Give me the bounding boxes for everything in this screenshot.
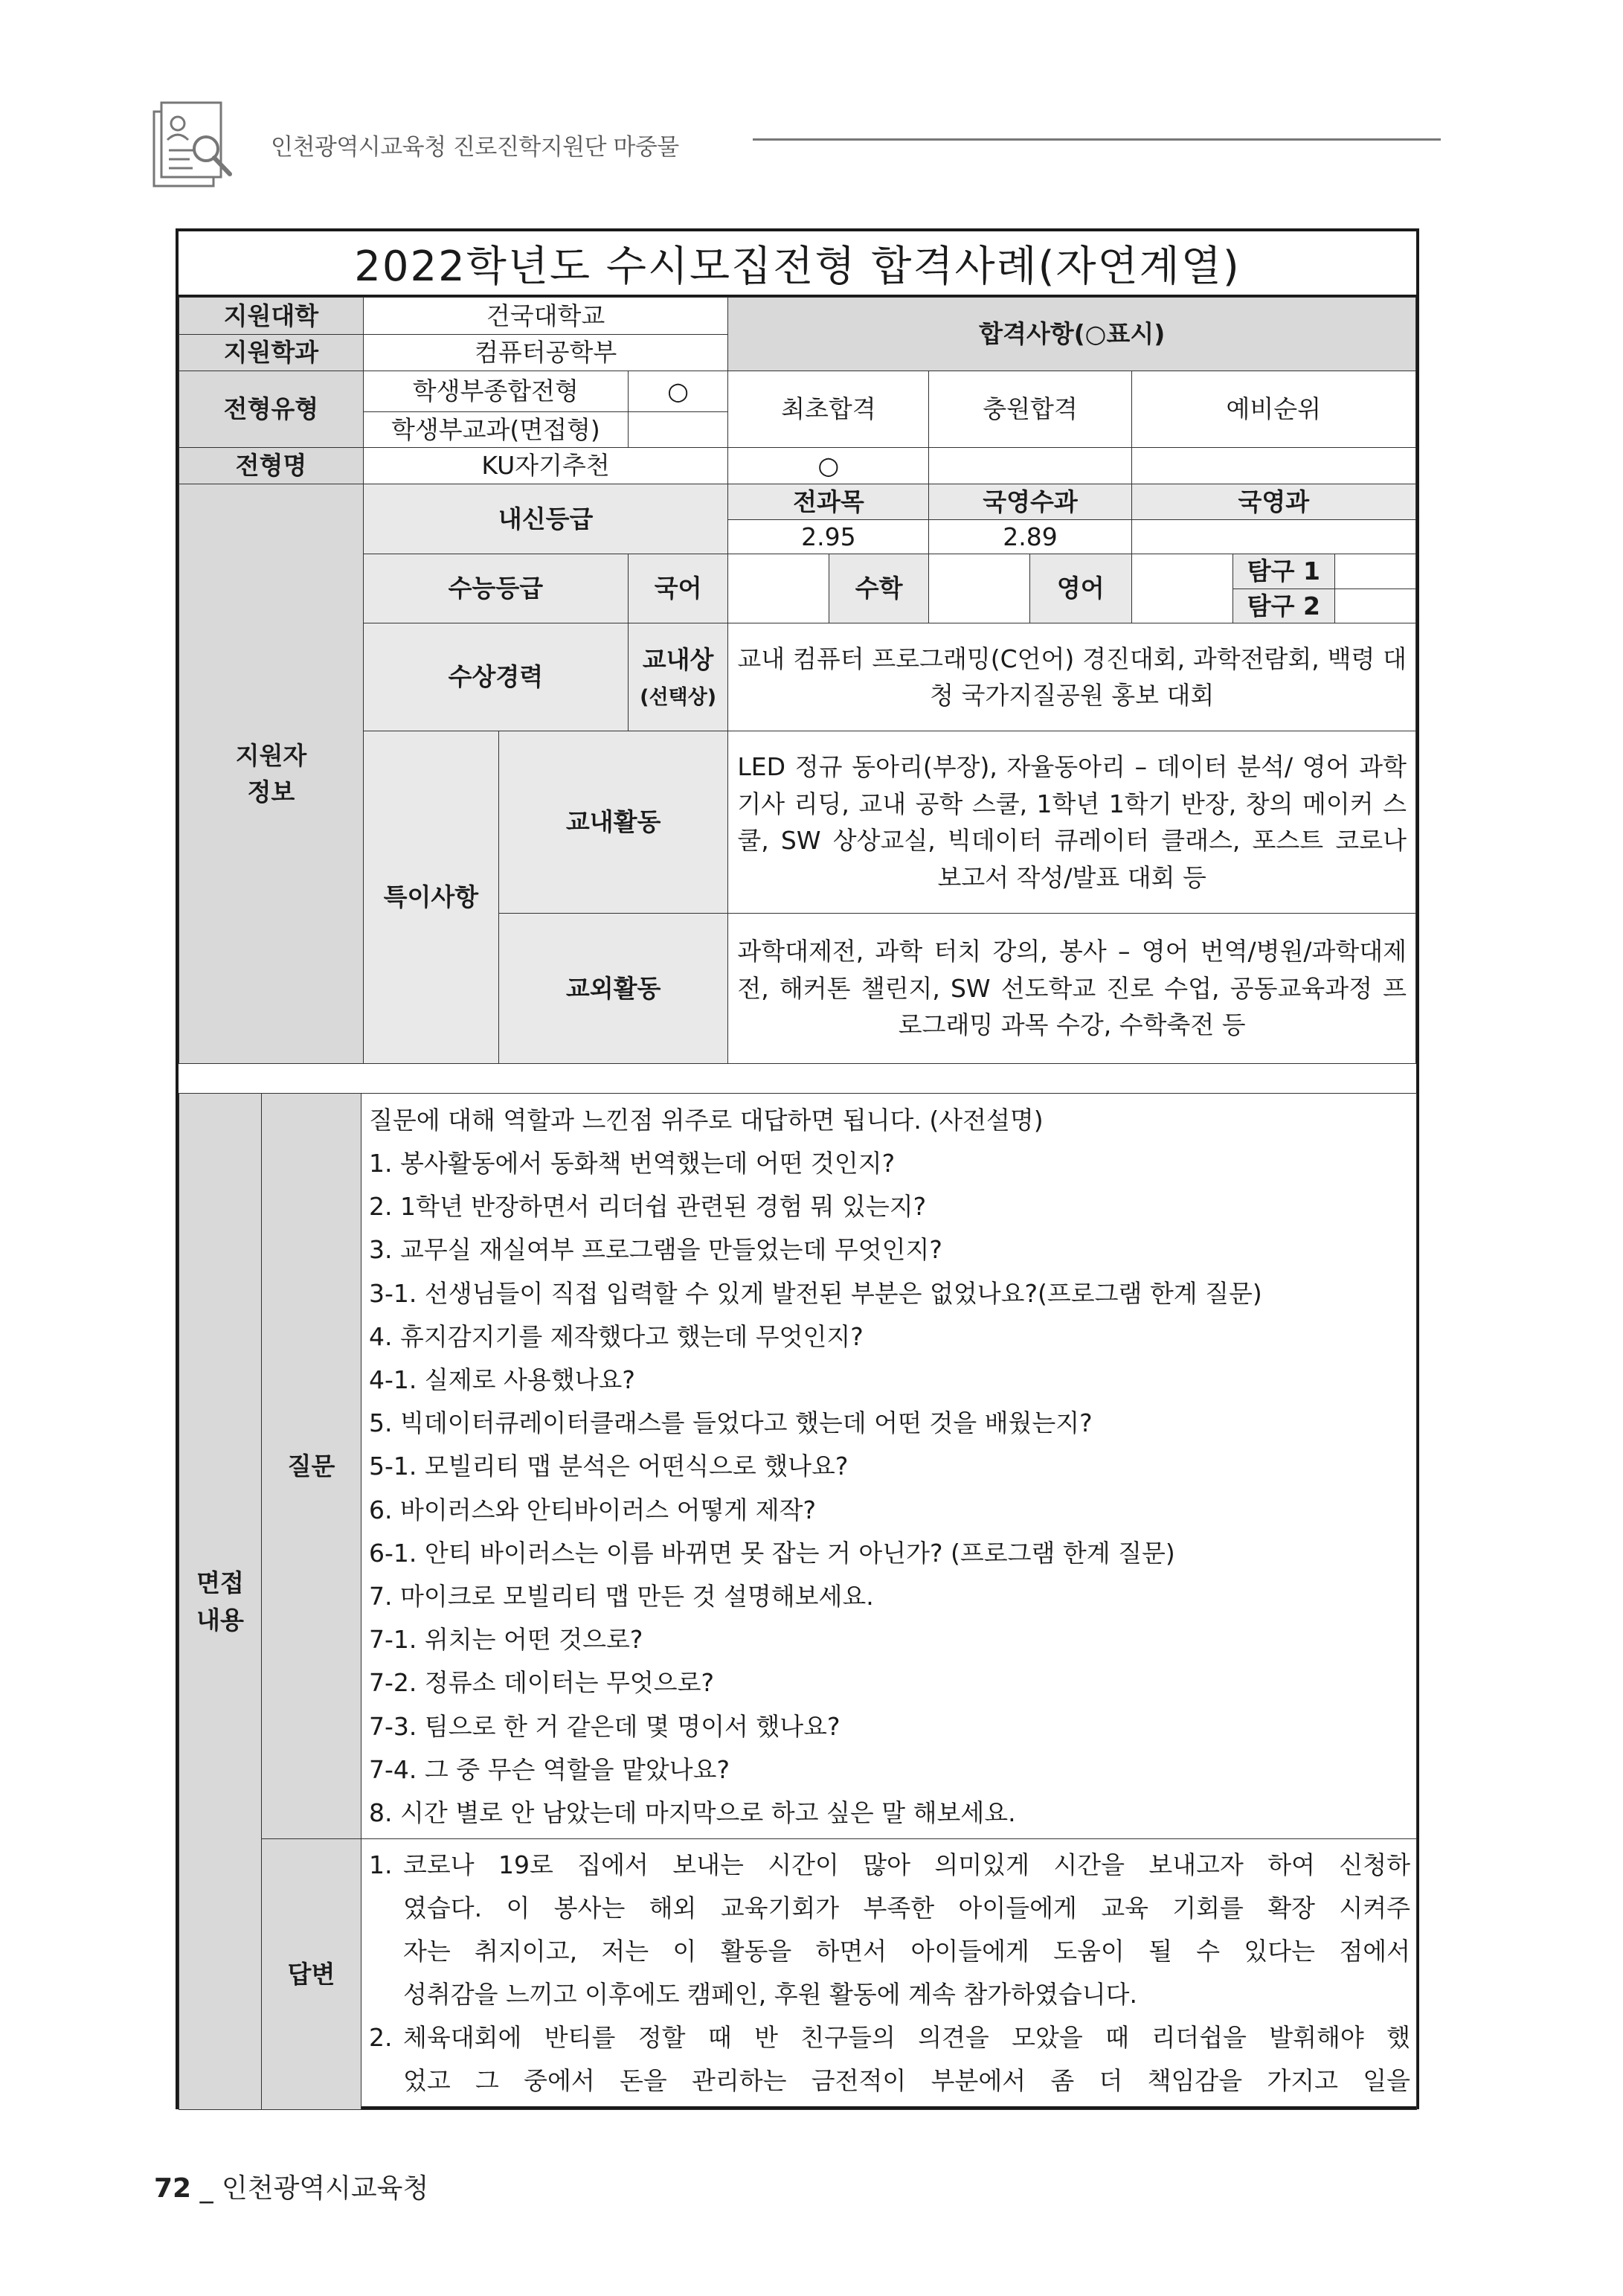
page-footer xyxy=(154,2167,428,2205)
university-label: 지원대학 xyxy=(179,298,364,335)
admission-type-1-mark: ○ xyxy=(628,371,728,412)
question-item: 6. 바이러스와 안티바이러스 어떻게 제작? xyxy=(369,1495,817,1524)
inschool-activities-text: LED 정규 동아리(부장), 자율동아리 – 데이터 분석/ 영어 과학 기사 리딩, 교내 공학 스쿨, 1학년 1학기 반장, 창의 메이커 스쿨, SW 상상교실, 빅데이터 큐레이터 클래스, 포스트 코로나 보고서 작성/발표 대회 등 xyxy=(728,731,1416,914)
admission-type-label: 전형유형 xyxy=(179,371,364,448)
question-label: 질문 xyxy=(262,1094,361,1839)
result-initial-mark: ○ xyxy=(728,448,929,484)
answer-line: 자는 취지이고, 저는 이 활동을 하면서 아이들에게 도움이 될 수 있다는 점에서 xyxy=(403,1937,1410,1966)
grade-value-kems: 2.89 xyxy=(929,520,1131,554)
question-item: 3-1. 선생님들이 직접 입력할 수 있게 발전된 부분은 없었나요?(프로그램 한계 질문) xyxy=(369,1278,1262,1308)
question-item: 3. 교무실 재실여부 프로그램을 만들었는데 무엇인지? xyxy=(369,1235,942,1265)
csat-inquiry1-label: 탐구 1 xyxy=(1233,554,1335,589)
outschool-activities-text: 과학대제전, 과학 터치 강의, 봉사 – 영어 번역/병원/과학대제전, 해커톤 챌린지, SW 선도학교 진로 수업, 공동교육과정 프로그래밍 과목 수강, 수학축전 등 xyxy=(728,914,1416,1064)
page-number: 72 xyxy=(154,2173,192,2204)
answer-line: 체육대회에 반티를 정할 때 반 친구들의 의견을 모았을 때 리더쉽을 발휘해야 했 xyxy=(403,2023,1410,2052)
answer-line: 었고 그 중에서 돈을 관리하는 금전적이 부분에서 좀 더 책임감을 가지고 일을 xyxy=(403,2066,1410,2095)
header-rule xyxy=(753,138,1441,141)
awards-school-label: 교내상 xyxy=(642,645,714,674)
answer-item xyxy=(369,2016,1410,2103)
csat-math-label: 수학 xyxy=(829,554,929,623)
answer-line: 성취감을 느끼고 이후에도 캠페인, 후원 활동에 계속 참가하였습니다. xyxy=(403,1980,1137,2009)
awards-type xyxy=(628,623,728,731)
school-grades-label: 내신등급 xyxy=(363,484,728,554)
grade-value-all: 2.95 xyxy=(728,520,929,554)
csat-math-value xyxy=(929,554,1030,623)
question-list-cell xyxy=(361,1094,1417,1839)
answer-text xyxy=(403,2016,1410,2103)
interview-table xyxy=(179,1093,1417,2110)
question-item: 7-2. 정류소 데이터는 무엇으로? xyxy=(369,1668,715,1698)
footer-separator: _ xyxy=(199,2173,213,2204)
answer-list xyxy=(361,1839,1416,2103)
csat-korean-label: 국어 xyxy=(628,554,728,623)
department-value: 컴퓨터공학부 xyxy=(363,335,728,371)
applicant-info-label-line1: 지원자 xyxy=(235,740,307,770)
grade-col-kems: 국영수과 xyxy=(929,484,1131,520)
result-waitlist-mark xyxy=(1131,448,1415,484)
interview-content-label-line1: 면접 xyxy=(196,1568,244,1597)
question-item: 4. 휴지감지기를 제작했다고 했는데 무엇인지? xyxy=(369,1321,864,1351)
csat-inquiry2-value xyxy=(1334,589,1415,623)
question-item: 6-1. 안티 바이러스는 이름 바뀌면 못 잡는 거 아닌가? (프로그램 한계 질문) xyxy=(369,1538,1175,1568)
outschool-activities-label: 교외활동 xyxy=(498,914,728,1064)
applicant-info-label-line2: 정보 xyxy=(247,777,295,807)
awards-text: 교내 컴퓨터 프로그래밍(C언어) 경진대회, 과학전람회, 백령 대청 국가지질공원 홍보 대회 xyxy=(728,623,1416,731)
admission-name-value: KU자기추천 xyxy=(363,448,728,484)
document-title: 2022학년도 수시모집전형 합격사례(자연계열) xyxy=(179,231,1416,297)
question-item: 7-4. 그 중 무슨 역할을 맡았나요? xyxy=(369,1754,730,1784)
question-item: 7. 마이크로 모빌리티 맵 만든 것 설명해보세요. xyxy=(369,1581,874,1611)
question-item: 1. 봉사활동에서 동화책 번역했는데 어떤 것인지? xyxy=(369,1149,896,1179)
answer-list-cell xyxy=(361,1839,1417,2110)
answer-text xyxy=(403,1844,1410,2016)
question-item: 4-1. 실제로 사용했나요? xyxy=(369,1365,635,1395)
admission-name-label: 전형명 xyxy=(179,448,364,484)
question-item: 5. 빅데이터큐레이터클래스를 들었다고 했는데 어떤 것을 배웠는지? xyxy=(369,1408,1093,1438)
answer-number: 2. xyxy=(369,2023,393,2052)
footer-org: 인천광역시교육청 xyxy=(222,2173,429,2204)
awards-label: 수상경력 xyxy=(363,623,628,731)
grade-value-kes xyxy=(1131,520,1415,554)
csat-inquiry1-value xyxy=(1334,554,1415,589)
question-list xyxy=(361,1094,1416,1838)
admission-type-1: 학생부종합전형 xyxy=(363,371,628,412)
result-additional-label: 충원합격 xyxy=(929,371,1131,448)
result-initial-label: 최초합격 xyxy=(728,371,929,448)
question-item: 2. 1학년 반장하면서 리더쉽 관련된 경험 뭐 있는지? xyxy=(369,1192,927,1222)
admission-case-document xyxy=(176,228,1419,2109)
question-item: 5-1. 모빌리티 맵 분석은 어떤식으로 했나요? xyxy=(369,1452,849,1481)
question-item: 질문에 대해 역할과 느낀점 위주로 대답하면 됩니다. (사전설명) xyxy=(369,1105,1044,1135)
csat-inquiry2-label: 탐구 2 xyxy=(1233,589,1335,623)
inschool-activities-label: 교내활동 xyxy=(498,731,728,914)
result-waitlist-label: 예비순위 xyxy=(1131,371,1415,448)
interview-content-label xyxy=(179,1094,262,2110)
document-search-icon xyxy=(152,101,234,189)
special-notes-label: 특이사항 xyxy=(363,731,498,1064)
university-value: 건국대학교 xyxy=(363,298,728,335)
question-item: 8. 시간 별로 안 남았는데 마지막으로 하고 싶은 말 해보세요. xyxy=(369,1798,1016,1827)
admission-type-2-mark xyxy=(628,412,728,448)
answer-line: 였습다. 이 봉사는 해외 교육기회가 부족한 아이들에게 교육 기회를 확장 시켜주 xyxy=(403,1893,1410,1923)
answer-number: 1. xyxy=(369,1850,393,1879)
answer-line: 코로나 19로 집에서 보내는 시간이 많아 의미있게 시간을 보내고자 하여 신청하 xyxy=(403,1850,1410,1879)
result-additional-mark xyxy=(929,448,1131,484)
applicant-info-label xyxy=(179,484,364,1064)
csat-korean-value xyxy=(728,554,829,623)
admission-type-2: 학생부교과(면접형) xyxy=(363,412,628,448)
answer-item xyxy=(369,1844,1410,2016)
csat-english-value xyxy=(1131,554,1233,623)
department-label: 지원학과 xyxy=(179,335,364,371)
question-item: 7-1. 위치는 어떤 것으로? xyxy=(369,1625,643,1655)
csat-grades-label: 수능등급 xyxy=(363,554,628,623)
answer-label: 답변 xyxy=(262,1839,361,2110)
question-item: 7-3. 팀으로 한 거 같은데 몇 명이서 했나요? xyxy=(369,1711,841,1741)
header-org-text: 인천광역시교육청 진로진학지원단 마중물 xyxy=(271,134,679,161)
result-header: 합격사항(○표시) xyxy=(728,298,1416,371)
awards-selected-label: (선택상) xyxy=(640,686,717,710)
grade-col-all: 전과목 xyxy=(728,484,929,520)
grade-col-kes: 국영과 xyxy=(1131,484,1415,520)
csat-english-label: 영어 xyxy=(1029,554,1131,623)
applicant-info-table xyxy=(179,297,1416,1064)
interview-content-label-line2: 내용 xyxy=(196,1605,244,1635)
